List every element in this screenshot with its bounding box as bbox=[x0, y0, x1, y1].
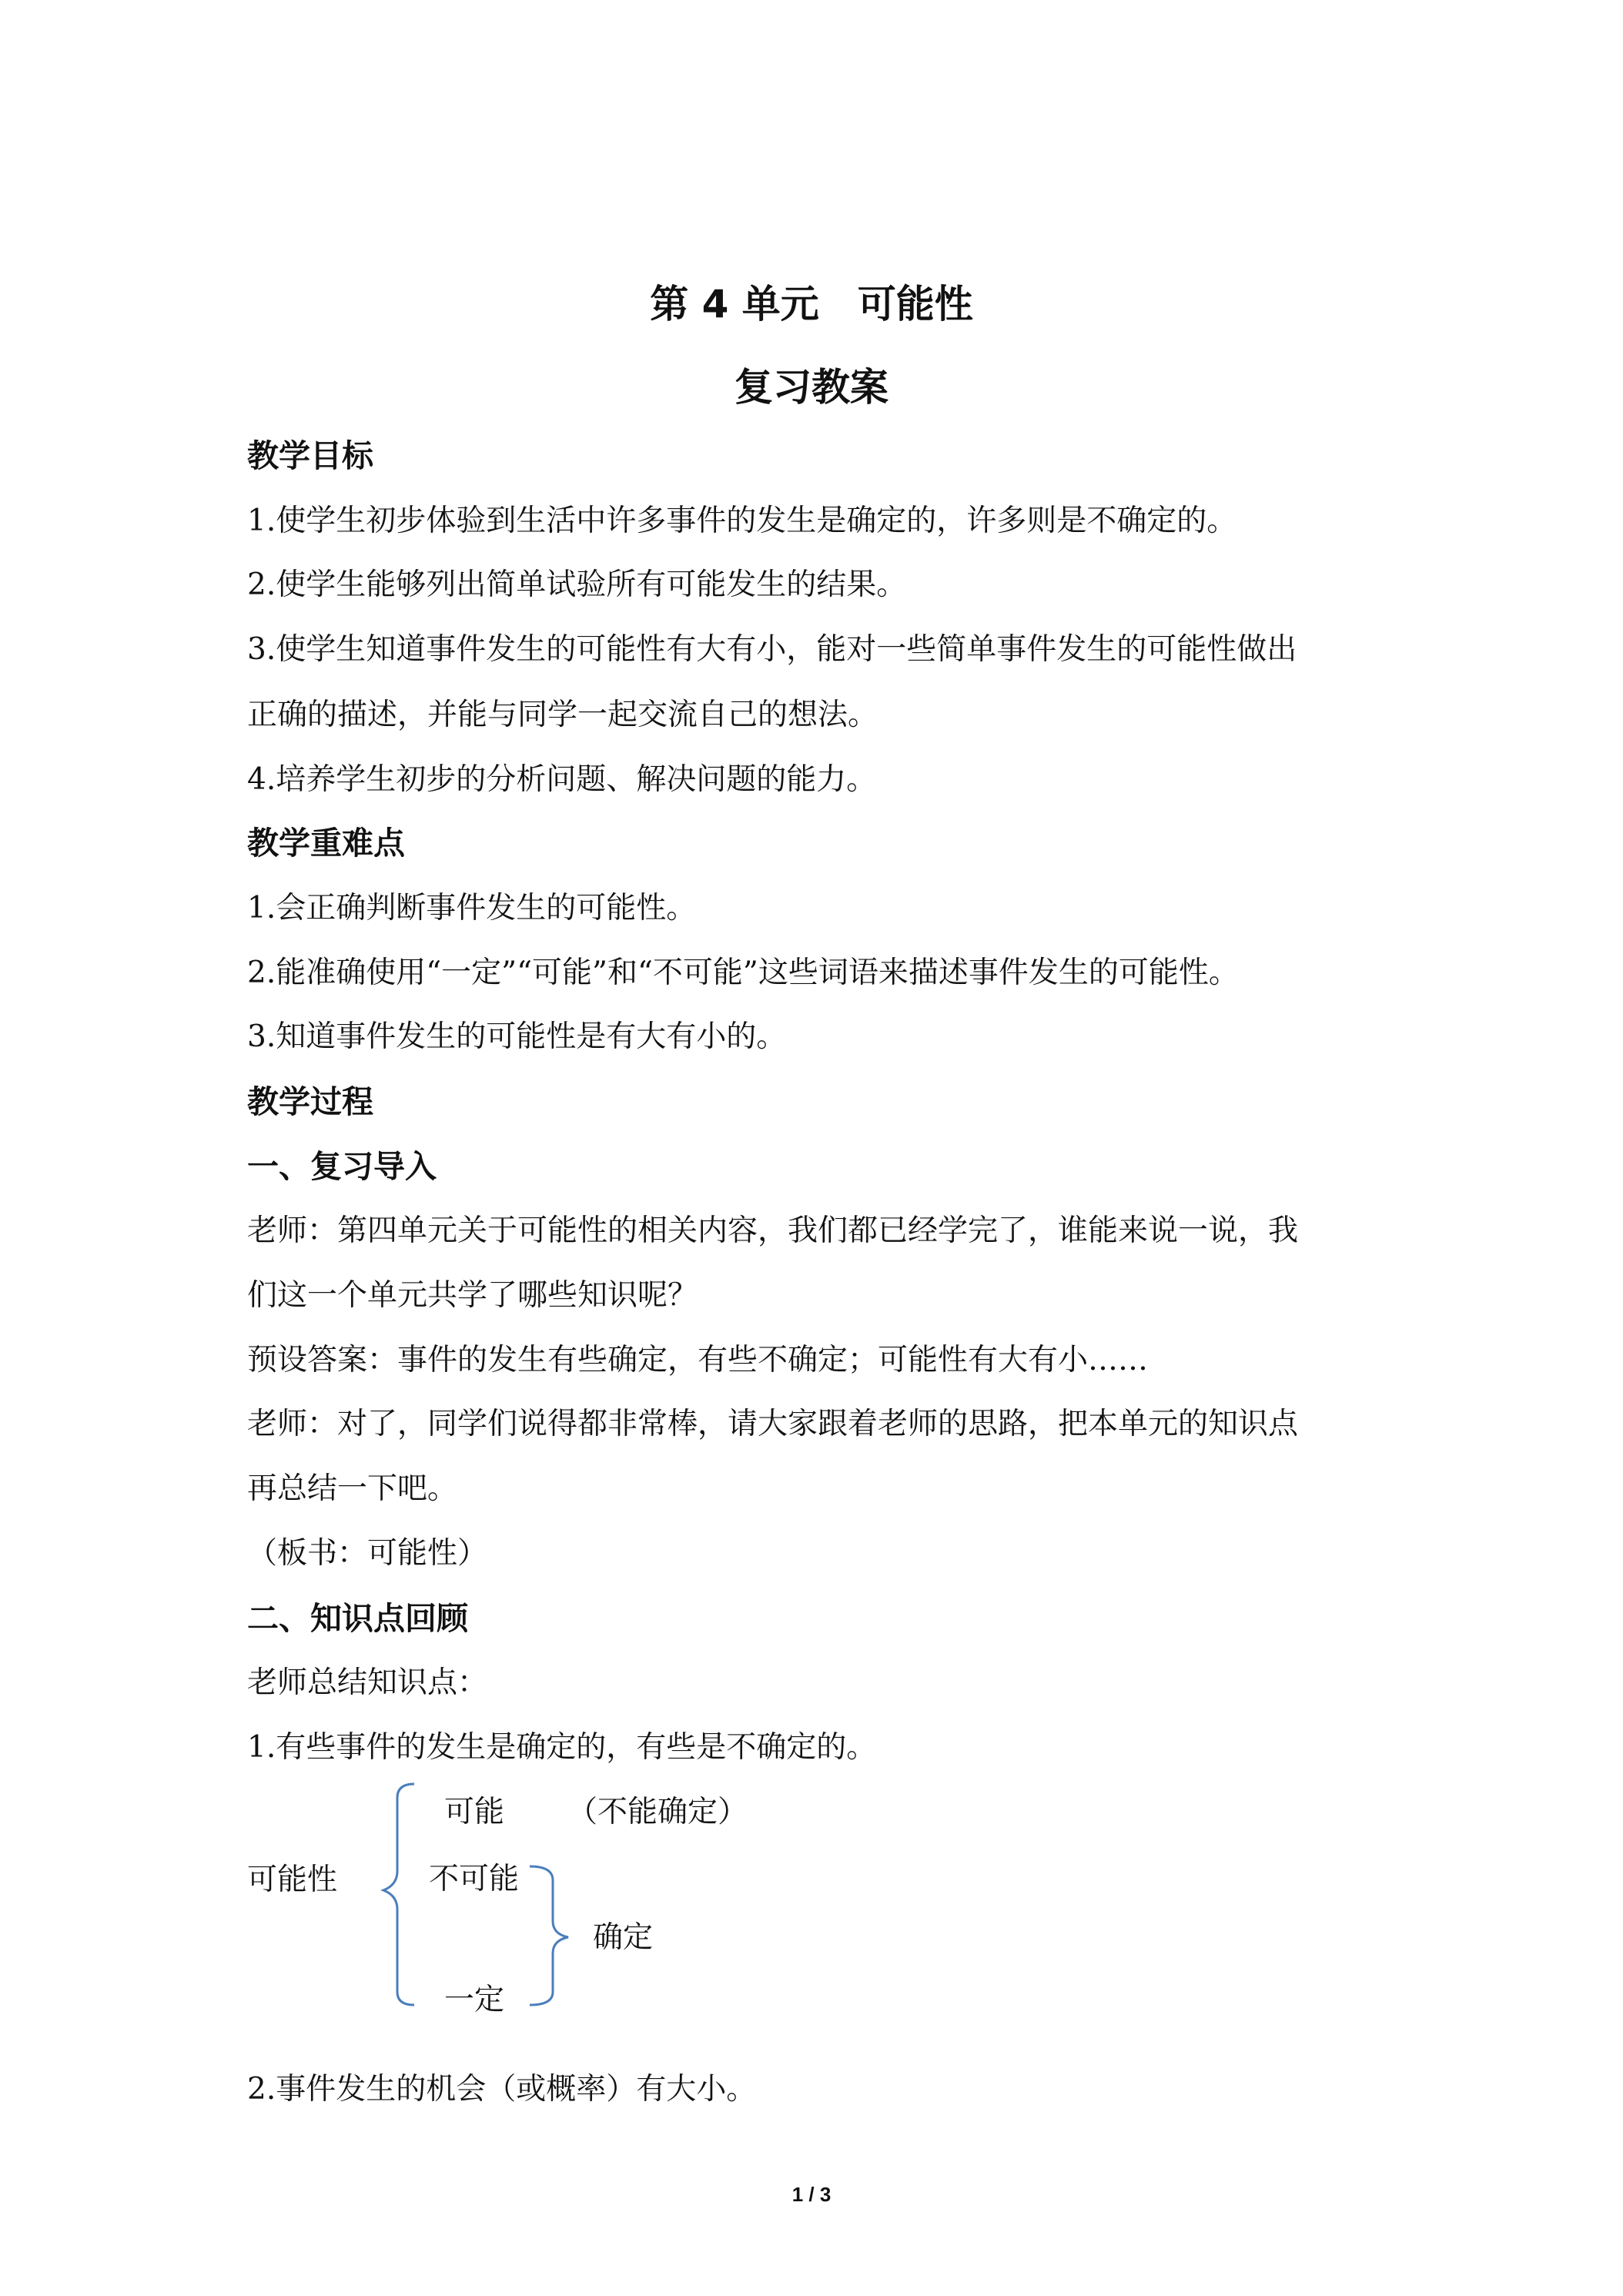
doc-title: 第 4 单元 可能性 bbox=[650, 282, 973, 326]
branch-impossible: 不可能 bbox=[429, 1862, 520, 1896]
part1-line: （板书：可能性） bbox=[247, 1536, 488, 1571]
branch-possible: 可能 bbox=[444, 1795, 505, 1829]
goal-line: 2.使学生能够列出简单试验所有可能发生的结果。 bbox=[247, 567, 907, 602]
part1-heading: 一、复习导入 bbox=[247, 1148, 437, 1185]
goal-line: 1.使学生初步体验到生活中许多事件的发生是确定的，许多则是不确定的。 bbox=[247, 504, 1237, 538]
key-points-heading: 教学重难点 bbox=[247, 825, 405, 862]
part1-line: 预设答案：事件的发生有些确定，有些不确定；可能性有大有小…… bbox=[247, 1343, 1149, 1377]
branch-possible-note: （不能确定） bbox=[567, 1795, 748, 1829]
diagram-root-label: 可能性 bbox=[247, 1863, 338, 1897]
right-curly-brace bbox=[530, 1866, 568, 2005]
key-point-line: 1.会正确判断事件发生的可能性。 bbox=[247, 891, 697, 925]
process-heading: 教学过程 bbox=[247, 1083, 373, 1120]
part2-intro: 老师总结知识点： bbox=[247, 1665, 488, 1700]
part1-line: 老师：第四单元关于可能性的相关内容，我们都已经学完了，谁能来说一说，我 bbox=[247, 1213, 1299, 1248]
part2-heading: 二、知识点回顾 bbox=[247, 1600, 468, 1637]
page-number: 1 / 3 bbox=[791, 2183, 832, 2206]
branch-certain: 一定 bbox=[444, 1983, 505, 2017]
group-label-certain: 确定 bbox=[593, 1920, 654, 1955]
goal-line: 4.培养学生初步的分析问题、解决问题的能力。 bbox=[247, 762, 877, 797]
point1: 1.有些事件的发生是确定的，有些是不确定的。 bbox=[247, 1730, 877, 1765]
doc-subtitle: 复习教案 bbox=[735, 365, 888, 410]
part1-line: 们这一个单元共学了哪些知识呢？ bbox=[247, 1278, 698, 1313]
key-point-line: 2.能准确使用“一定”“可能”和“不可能”这些词语来描述事件发生的可能性。 bbox=[247, 956, 1239, 990]
part1-line: 老师：对了，同学们说得都非常棒，请大家跟着老师的思路，把本单元的知识点 bbox=[247, 1407, 1299, 1441]
goal-line: 3.使学生知道事件发生的可能性有大有小，能对一些简单事件发生的可能性做出 bbox=[247, 632, 1297, 667]
key-point-line: 3.知道事件发生的可能性是有大有小的。 bbox=[247, 1019, 787, 1054]
goals-heading: 教学目标 bbox=[247, 437, 373, 474]
left-curly-brace bbox=[383, 1784, 414, 2005]
goal-line: 正确的描述，并能与同学一起交流自己的想法。 bbox=[247, 698, 878, 732]
part1-line: 再总结一下吧。 bbox=[247, 1471, 458, 1506]
point2: 2.事件发生的机会（或概率）有大小。 bbox=[247, 2072, 757, 2107]
